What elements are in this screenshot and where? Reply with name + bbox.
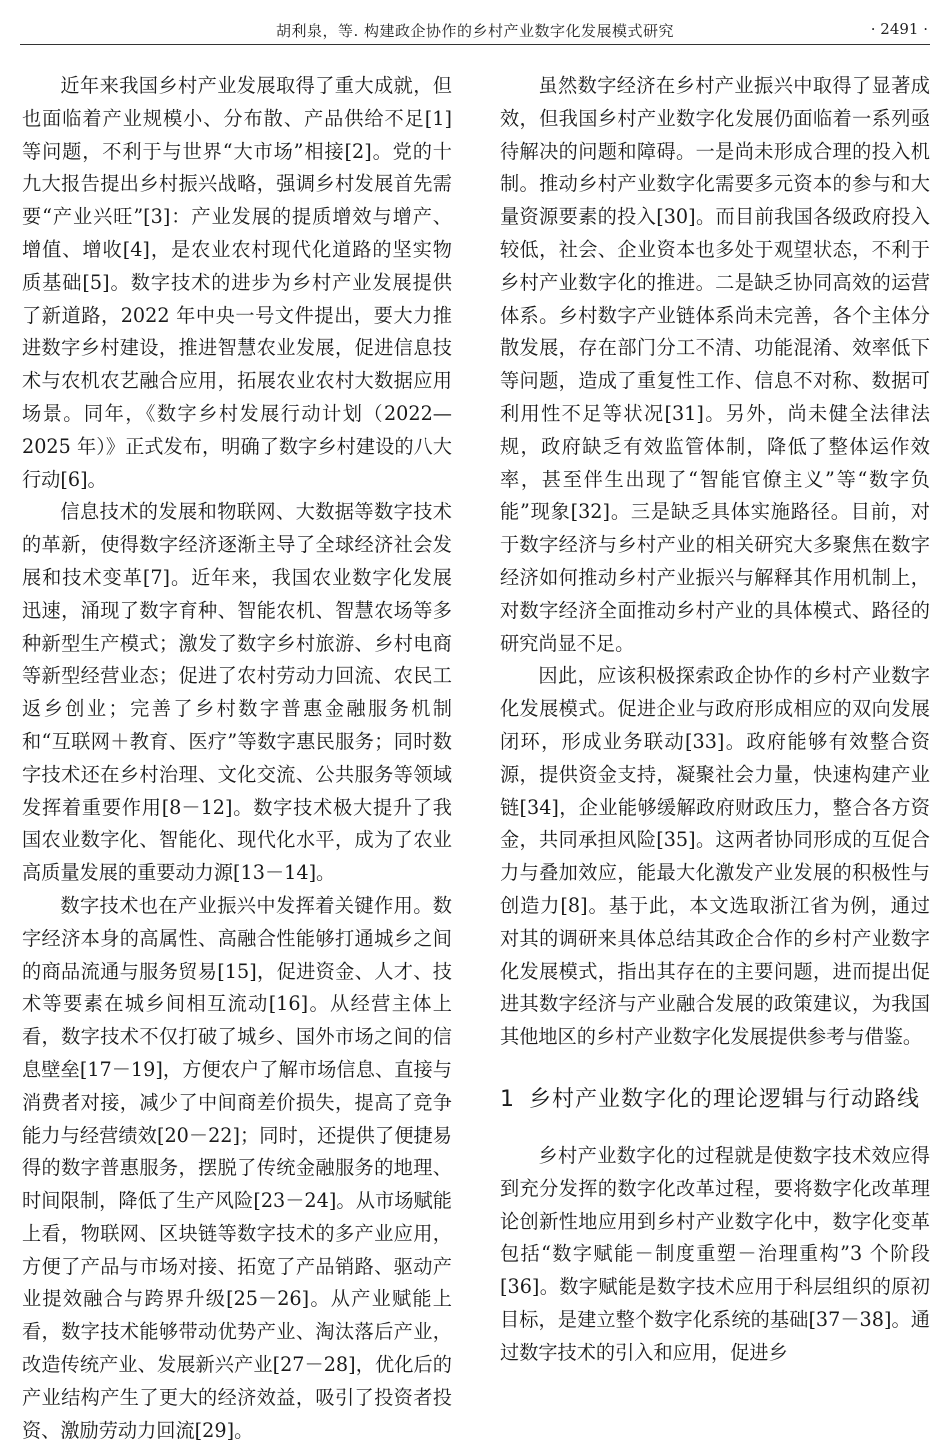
running-title: 胡利泉，等. 构建政企协作的乡村产业数字化发展模式研究 [275, 22, 675, 40]
paragraph: 数字技术也在产业振兴中发挥着关键作用。数字经济本身的高属性、高融合性能够打通城乡之间的商品流通与服务贸易[15]，促进资金、人才、技术等要素在城乡间相互流动[16]。从经营主体上看，数字技术不仅打破了城乡、国外市场之间的信息壁垒[17－19]，方便农户了解市场信息、直接与消费者对接，减少了中间商差价损失，提高了竞争能力与经营绩效[20－22]；同时，还提供了便捷易得的数字普惠服务，摆脱了传统金融服务的地理、时间限制，降低了生产风险[23－24]。从市场赋能上看，物联网、区块链等数字技术的多产业应用，方便了产品与市场对接、拓宽了产品销路、驱动产业提效融合与跨界升级[25－26]。从产业赋能上看，数字技术能够带动优势产业、淘汰落后产业，改造传统产业、发展新兴产业[27－28]，优化后的产业结构产生了更大的经济效益，吸引了投资者投资、激励劳动力回流[29]。 [22, 893, 452, 1442]
running-header [20, 14, 930, 45]
page-number: · 2491 · [870, 20, 928, 38]
paragraph: 近年来我国乡村产业发展取得了重大成就，但也面临着产业规模小、分布散、产品供给不足[1]等问题，不利于与世界“大市场”相接[2]。党的十九大报告提出乡村振兴战略，强调乡村发展首先需要“产业兴旺”[3]：产业发展的提质增效与增产、增值、增收[4]，是农业农村现代化道路的坚实物质基础[5]。数字技术的进步为乡村产业发展提供了新道路，2022 年中央一号文件提出，要大力推进数字乡村建设，推进智慧农业发展，促进信息技术与农机农艺融合应用，拓展农业农村大数据应用场景。同年，《数字乡村发展行动计划（2022—2025 年）》正式发布，明确了数字乡村建设的八大行动[6]。 [22, 74, 452, 491]
paragraph: 乡村产业数字化的过程就是使数字技术效应得到充分发挥的数字化改革过程，要将数字化改革理论创新性地应用到乡村产业数字化中，数字化变革包括“数字赋能－制度重塑－治理重构”3 个阶段[36]。数字赋能是数字技术应用于科层组织的原初目标，是建立整个数字化系统的基础[37－38]。通过数字技术的引入和应用，促进乡 [500, 1143, 930, 1364]
paragraph: 信息技术的发展和物联网、大数据等数字技术的革新，使得数字经济逐渐主导了全球经济社会发展和技术变革[7]。近年来，我国农业数字化发展迅速，涌现了数字育种、智能农机、智慧农场等多种新型生产模式；激发了数字乡村旅游、乡村电商等新型经营业态；促进了农村劳动力回流、农民工返乡创业；完善了乡村数字普惠金融服务机制和“互联网＋教育、医疗”等数字惠民服务；同时数字技术还在乡村治理、文化交流、公共服务等领域发挥着重要作用[8－12]。数字技术极大提升了我国农业数字化、智能化、现代化水平，成为了农业高质量发展的重要动力源[13－14]。 [22, 500, 452, 885]
section-title: 乡村产业数字化的理论逻辑与行动路线 [529, 1086, 921, 1112]
section-heading [500, 1084, 930, 1116]
right-column [500, 70, 930, 1369]
section-number: 1 [500, 1086, 515, 1112]
paragraph: 因此，应该积极探索政企协作的乡村产业数字化发展模式。促进企业与政府形成相应的双向发展闭环，形成业务联动[33]。政府能够有效整合资源，提供资金支持，凝聚社会力量，快速构建产业链[34]，企业能够缓解政府财政压力，整合各方资金，共同承担风险[35]。这两者协同形成的互促合力与叠加效应，能最大化激发产业发展的积极性与创造力[8]。基于此，本文选取浙江省为例，通过对其的调研来具体总结其政企合作的乡村产业数字化发展模式，指出其存在的主要问题，进而提出促进其数字经济与产业融合发展的政策建议，为我国其他地区的乡村产业数字化发展提供参考与借鉴。 [500, 664, 930, 1049]
left-column [22, 70, 452, 1447]
paragraph: 虽然数字经济在乡村产业振兴中取得了显著成效，但我国乡村产业数字化发展仍面临着一系列亟待解决的问题和障碍。一是尚未形成合理的投入机制。推动乡村产业数字化需要多元资本的参与和大量资源要素的投入[30]。而目前我国各级政府投入较低，社会、企业资本也多处于观望状态，不利于乡村产业数字化的推进。二是缺乏协同高效的运营体系。乡村数字产业链体系尚未完善，各个主体分散发展，存在部门分工不清、功能混淆、效率低下等问题，造成了重复性工作、信息不对称、数据可利用性不足等状况[31]。另外，尚未健全法律法规，政府缺乏有效监管体制，降低了整体运作效率，甚至伴生出现了“智能官僚主义”等“数字负能”现象[32]。三是缺乏具体实施路径。目前，对于数字经济与乡村产业的相关研究大多聚焦在数字经济如何推动乡村产业振兴与解释其作用机制上，对数字经济全面推动乡村产业的具体模式、路径的研究尚显不足。 [500, 74, 930, 655]
